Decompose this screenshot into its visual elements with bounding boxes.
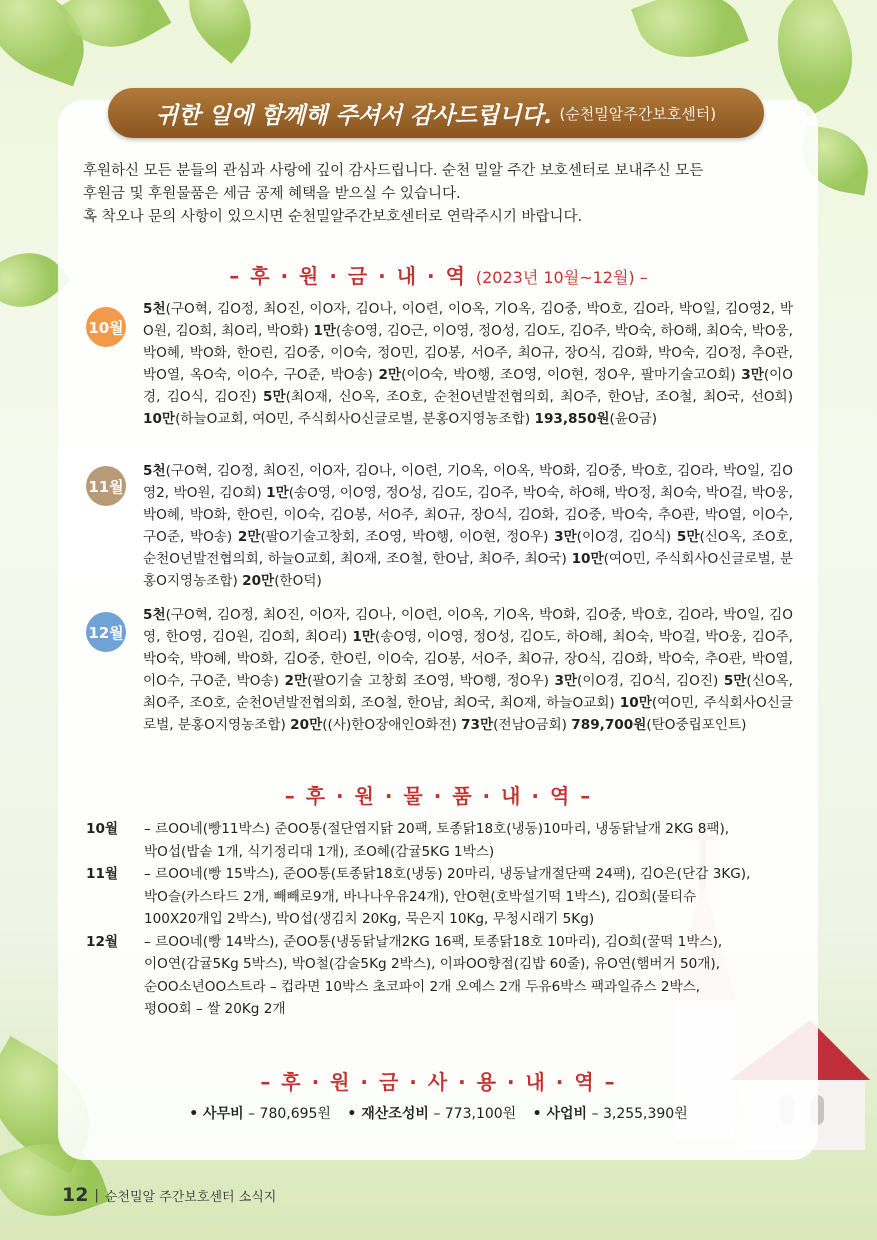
donor-names: (이O숙, 박O행, 조O영, 이O현, 정O우, 팔마기술고O회): [401, 367, 742, 383]
usage-label: • 사업비: [532, 1106, 588, 1122]
usage-list: [0, 1103, 877, 1123]
donation-amount: 73만: [461, 717, 494, 733]
donation-list-dec: [143, 604, 793, 736]
usage-item-program: [533, 1106, 688, 1122]
donation-amount: 5만: [723, 673, 747, 689]
usage-amount: – 780,695원: [243, 1106, 331, 1122]
goods-row: [86, 818, 796, 863]
donation-amount: 2만: [284, 673, 308, 689]
donor-names: (최O재, 신O옥, 조O호, 순천O년발전협의회, 최O주, 한O남, 조O철, 최O국, 선O희): [285, 389, 793, 405]
leaf-decoration: [631, 0, 749, 75]
donor-names: (팔O기술 고창회 조O영, 박O행, 정O우): [307, 673, 555, 689]
title-banner: [108, 88, 764, 138]
donation-amount: 5천: [143, 607, 166, 623]
donation-amount: 3만: [554, 673, 578, 689]
intro-text: [83, 160, 803, 229]
goods-row: [86, 863, 796, 931]
donor-names: ((사)한O장애인O화전): [322, 717, 462, 733]
banner-title: 귀한 일에 함께해 주셔서 감사드립니다.: [155, 101, 552, 129]
goods-line: 순OO소년OO스트라 – 컵라면 10박스 초코파이 2개 오예스 2개 두유6박스 팩과일쥬스 2박스,: [144, 978, 701, 995]
donor-names: (전남O금회): [493, 717, 572, 733]
goods-list: [86, 818, 796, 1021]
month-badge-label: 10월: [88, 318, 124, 337]
usage-label: • 재산조성비: [347, 1106, 429, 1122]
donations-period: (2023년 10월~12월) –: [475, 268, 648, 287]
goods-month: 10월: [86, 821, 119, 837]
donation-amount: 3만: [554, 529, 577, 545]
donations-title: – 후 · 원 · 금 · 내 · 역: [229, 264, 467, 288]
donor-names: (구O혁, 김O정, 최O진, 이O자, 김O나, 이O련, 이O옥, 기O옥, 박O화, 김O중, 박O호, 김O라, 박O일, 김O영, 한O영, 김O원, 김O희, 최O리): [143, 607, 793, 645]
donation-amount: 789,700원: [571, 717, 647, 733]
donation-amount: 2만: [237, 529, 261, 545]
donation-amount: 10만: [619, 695, 652, 711]
donation-amount: 20만: [290, 717, 323, 733]
goods-line: – 르OO네(빵 15박스), 준OO통(토종닭18호(냉동) 20마리, 냉동날개절단팩 24팩), 김O은(단감 3KG),: [144, 866, 751, 882]
usage-label: • 사무비: [189, 1106, 244, 1122]
footer-separator: |: [94, 1187, 99, 1203]
page-footer: [62, 1184, 276, 1206]
footer-title: 순천밀알 주간보호센터 소식지: [104, 1189, 277, 1205]
donation-amount: 2만: [378, 367, 402, 383]
donation-amount: 10만: [143, 411, 176, 427]
donor-names: (신O옥, 최O주, 조O호, 순천O년발전협의회, 조O철, 한O남, 최O국, 최O재, 하늘O교회): [143, 673, 793, 711]
donations-section-title: [0, 260, 877, 289]
donation-amount: 5만: [263, 389, 286, 405]
donation-amount: 20만: [242, 573, 275, 589]
goods-line: 평OO회 – 쌀 20Kg 2개: [144, 1001, 286, 1017]
donor-names: (이O경, 김O식): [576, 529, 677, 545]
usage-item-office: [189, 1106, 331, 1122]
month-badge-oct: [86, 307, 126, 347]
goods-line: 이O연(감귤5Kg 5박스), 박O철(감술5Kg 2박스), 이파OO향점(김밥 60줄), 유O연(햄버거 50개),: [144, 956, 721, 972]
donor-names: (탄O중립포인트): [646, 717, 747, 733]
donation-amount: 1만: [266, 485, 289, 501]
donor-names: (송O영, 이O영, 정O성, 김O도, 하O해, 최O숙, 박O걸, 박O웅, 김O주, 박O숙, 박O혜, 박O화, 김O중, 한O린, 이O숙, 김O봉, 서O주, 최O규, 장O식, 김O화, 박O숙, 추O관, 박O열, 이O수, 구O준, 박O송): [143, 629, 793, 689]
donor-names: (송O영, 김O근, 이O영, 정O성, 김O도, 김O주, 박O숙, 하O해, 최O숙, 박O웅, 박O혜, 박O화, 한O린, 김O중, 이O숙, 정O민, 김O봉, 서O주, 최O규, 장O식, 김O화, 박O숙, 김O정, 추O관, 박O열, 옥O숙, 이O수, 구O준, 박O송): [143, 323, 794, 383]
donation-amount: 5만: [676, 529, 700, 545]
donor-names: (송O영, 이O영, 정O성, 김O도, 김O주, 박O숙, 하O해, 박O정, 최O숙, 박O걸, 박O웅, 박O혜, 박O화, 한O린, 이O숙, 김O봉, 서O주, 최O규, 장O식, 김O화, 김O중, 박O숙, 추O관, 박O열, 이O수, 구O준, 박O송): [143, 485, 793, 545]
donor-names: (팔O기술고창회, 조O영, 박O행, 이O현, 정O우): [260, 529, 555, 545]
donor-names: (한O덕): [274, 573, 322, 589]
donor-names: (이O경, 김O식, 김O진): [577, 673, 724, 689]
usage-item-assets: [347, 1106, 516, 1122]
month-badge-nov: [86, 466, 126, 506]
intro-line: 후원하신 모든 분들의 관심과 사랑에 깊이 감사드립니다. 순천 밀알 주간 보호센터로 보내주신 모든: [83, 163, 704, 179]
intro-line: 후원금 및 후원물품은 세금 공제 혜택을 받으실 수 있습니다.: [83, 186, 461, 202]
donation-amount: 1만: [313, 323, 336, 339]
month-badge-label: 11월: [88, 477, 124, 496]
donor-names: (구O혁, 김O정, 최O진, 이O자, 김O나, 이O련, 기O옥, 이O옥, 박O화, 김O중, 박O호, 김O라, 박O일, 김O영2, 박O원, 김O희): [143, 463, 793, 501]
donor-names: (여O민, 주식회사O신글로벌, 분홍O지영농조합): [143, 695, 793, 733]
banner-subtitle: (순천밀알주간보호센터): [559, 104, 717, 123]
donor-names: (이O경, 김O식, 김O진): [143, 367, 793, 405]
donation-list-oct: [143, 298, 793, 430]
goods-line: 100X20개입 2박스), 박O섭(생김치 20Kg, 묵은지 10Kg, 무청시래기 5Kg): [144, 911, 595, 927]
goods-month: 11월: [86, 866, 119, 882]
goods-month: 12월: [86, 933, 119, 950]
page-number: 12: [62, 1184, 89, 1206]
donation-list-nov: [143, 460, 793, 592]
goods-line: 박O슬(카스타드 2개, 빼빼로9개, 바나나우유24개), 안O현(호박설기떡 1박스), 김O희(물티슈: [144, 888, 697, 905]
usage-section-title: – 후 · 원 · 금 · 사 · 용 · 내 · 역 –: [260, 1070, 617, 1094]
intro-line: 혹 착오나 문의 사항이 있으시면 순천밀알주간보호센터로 연락주시기 바랍니다.: [83, 209, 583, 225]
donation-amount: 1만: [352, 629, 375, 645]
donor-names: (윤O금): [609, 411, 658, 427]
donor-names: (하늘O교회, 여O민, 주식회사O신글로벌, 분홍O지영농조합): [175, 411, 535, 427]
month-badge-label: 12월: [88, 623, 124, 642]
leaf-decoration: [170, 0, 270, 64]
goods-line: – 르OO네(빵 14박스), 준OO통(냉동닭날개2KG 16팩, 토종닭18호 10마리), 김O희(꿀떡 1박스),: [144, 933, 723, 950]
donation-amount: 193,850원: [534, 411, 610, 427]
donation-amount: 5천: [143, 301, 166, 317]
donor-names: (구O혁, 김O정, 최O진, 이O자, 김O나, 이O련, 이O옥, 기O옥, 김O중, 박O호, 김O라, 박O일, 김O영2, 박O원, 김O희, 최O리, 박O화): [143, 301, 793, 339]
goods-section-title: – 후 · 원 · 물 · 품 · 내 · 역 –: [284, 784, 593, 808]
donation-amount: 3만: [741, 367, 764, 383]
donor-names: (신O옥, 조O호, 순천O년발전협의회, 하늘O교회, 최O재, 조O철, 한O남, 최O주, 최O국): [143, 529, 793, 567]
goods-line: – 르OO네(빵11박스) 준OO통(절단염지닭 20팩, 토종닭18호(냉동)10마리, 냉동닭날개 2KG 8팩),: [144, 821, 730, 837]
goods-line: 박O섭(밥솥 1개, 식기정리대 1개), 조O혜(감귤5KG 1박스): [144, 843, 495, 860]
goods-row: [86, 931, 796, 1021]
usage-amount: – 3,255,390원: [587, 1106, 688, 1122]
donation-amount: 5천: [143, 463, 166, 479]
donation-amount: 10만: [571, 551, 604, 567]
donor-names: (여O민, 주식회사O신글로벌, 분홍O지영농조합): [143, 551, 793, 589]
month-badge-dec: [86, 612, 126, 652]
usage-amount: – 773,100원: [428, 1106, 517, 1122]
